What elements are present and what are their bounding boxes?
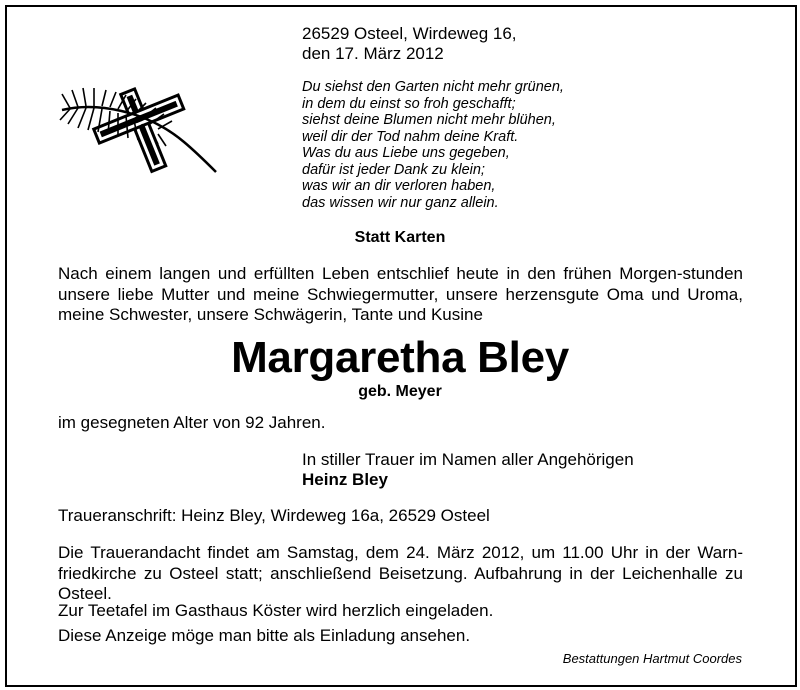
poem-line: in dem du einst so froh geschafft; <box>302 95 516 112</box>
poem <box>302 79 564 211</box>
andacht-paragraph: Die Trauerandacht findet am Samstag, dem 24. März 2012, um 11.00 Uhr in der Warn-friedkirche zu Osteel statt; anschließend Beisetzung. Aufbahrung in der Leichenhalle zu Osteel. <box>58 543 743 603</box>
trauer-address: Traueranschrift: Heinz Bley, Wirdeweg 16a, 26529 Osteel <box>58 506 490 525</box>
undertaker-credit: Bestattungen Hartmut Coordes <box>562 651 742 666</box>
maiden-name: geb. Meyer <box>358 383 442 400</box>
poem-line: was wir an dir verloren haben, <box>302 178 496 194</box>
teetafel-line: Zur Teetafel im Gasthaus Köster wird herzlich eingeladen. <box>58 601 494 620</box>
intro-paragraph: Nach einem langen und erfüllten Leben entschlief heute in den frühen Morgen-stunden unsere liebe Mutter und meine Schwiegermutter, unsere herzensgute Oma und Uroma, meine Schwester, unsere Schwägerin, Tante und Kusine <box>58 264 743 324</box>
deceased-name: Margaretha Bley <box>231 333 569 382</box>
address-block <box>302 24 517 64</box>
statt-karten-heading: Statt Karten <box>354 229 446 246</box>
cross-with-palm-branch-icon <box>56 80 226 180</box>
signatory-name: Heinz Bley <box>302 470 388 489</box>
mourning-block <box>302 450 634 490</box>
einladung-line: Diese Anzeige möge man bitte als Einladung ansehen. <box>58 626 471 645</box>
poem-line: weil dir der Tod nahm deine Kraft. <box>302 128 519 145</box>
address-line: 26529 Osteel, Wirdeweg 16, <box>302 24 517 43</box>
mourning-line: In stiller Trauer im Namen aller Angehörigen <box>302 450 634 469</box>
poem-line: Was du aus Liebe uns gegeben, <box>302 145 510 161</box>
poem-line: dafür ist jeder Dank zu klein; <box>302 161 485 178</box>
poem-line: das wissen wir nur ganz allein. <box>302 194 499 211</box>
poem-line: siehst deine Blumen nicht mehr blühen, <box>302 112 556 128</box>
age-line: im gesegneten Alter von 92 Jahren. <box>58 413 326 432</box>
date-line: den 17. März 2012 <box>302 44 444 63</box>
poem-line: Du siehst den Garten nicht mehr grünen, <box>302 79 564 95</box>
